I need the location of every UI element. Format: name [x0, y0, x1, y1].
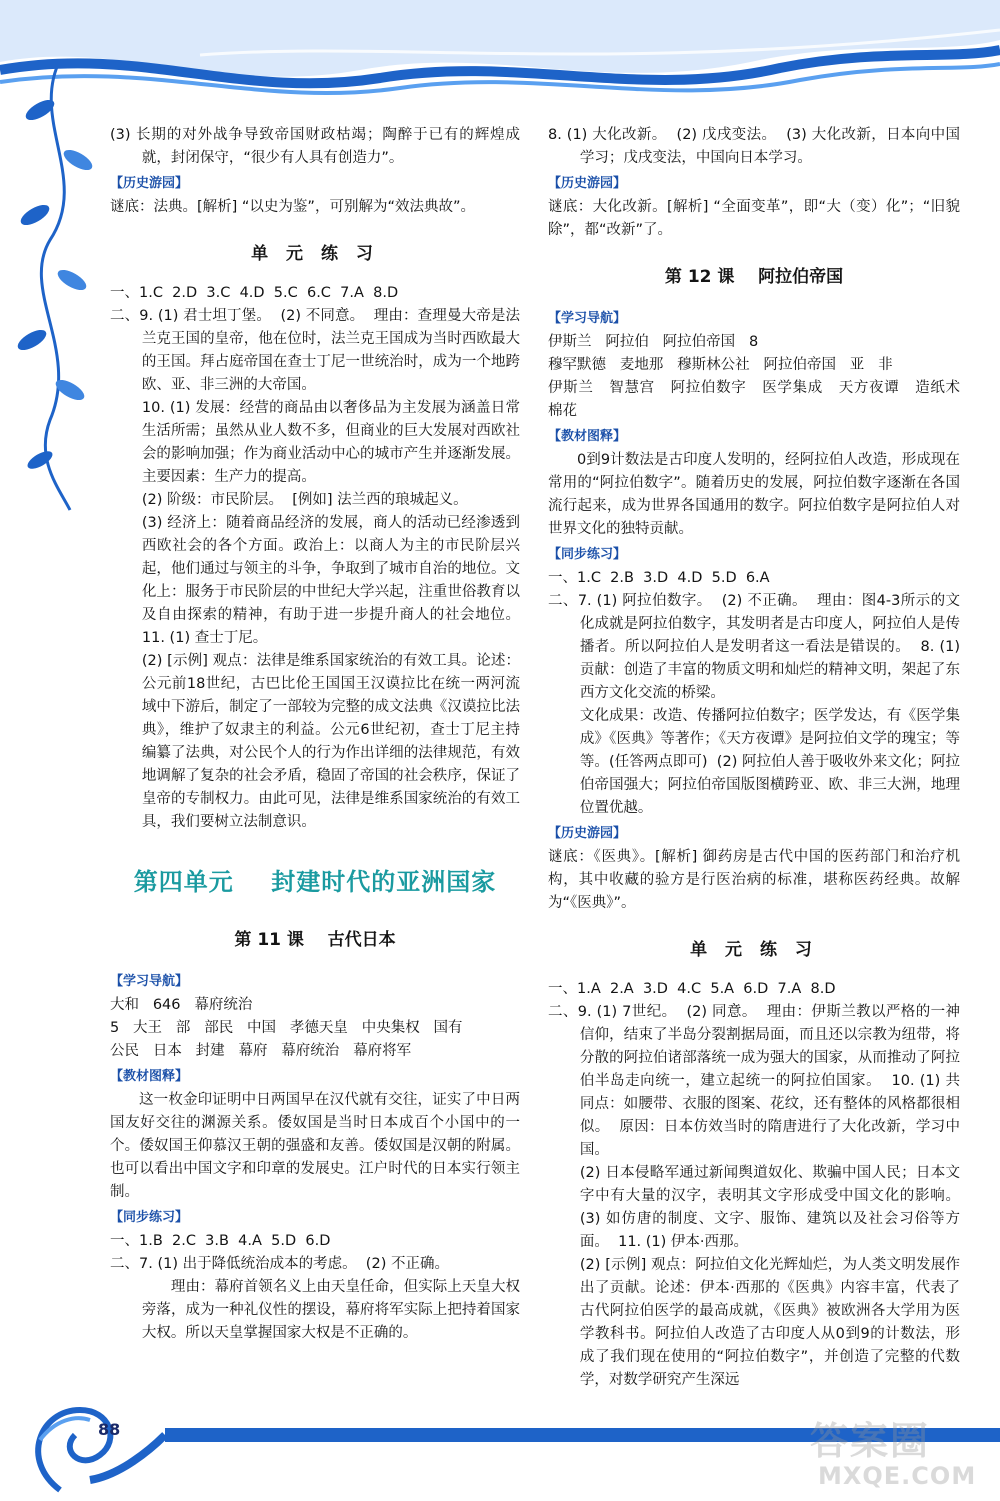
watermark-url: MXQE.COM	[818, 1462, 977, 1490]
guide-line: 伊斯兰 智慧宫 阿拉伯数字 医学集成 天方夜谭 造纸术 棉花	[548, 380, 974, 419]
answer-line: (2) 日本侵略军通过新闻舆道奴化、欺骗中国人民；日本文字中有大量的汉字，表明其文字形成受中国文化的影响。 (3) 如仿唐的制度、文字、服饰、建筑以及社会习俗等方面。 11. (1) 伊本·西那。	[579, 1165, 970, 1250]
riddle-text: 谜底：大化改新。[解析] “全面变革”，即“大（变）化”；“旧貌除”，都“改新”了。	[548, 199, 960, 238]
study-guide-tag: 【 学习导航 】	[548, 309, 626, 329]
answer-line: 一、1.A 2.A 3.D 4.C 5.A 6.D 7.A 8.D	[548, 981, 836, 997]
unit-practice-title: 单 元 练 习	[251, 244, 379, 264]
guide-line: 公民 日本 封建 幕府 幕府统治 幕府将军	[110, 1043, 412, 1059]
history-garden-tag: 【 历史游园 】	[548, 824, 626, 844]
answer-line: (2) [示例] 观点：法律是维系国家统治的有效工具。论述：公元前18世纪，古巴比伦王国国王汉谟拉比在统一两河流域中下游后，制定了一部较为完整的成文法典《汉谟拉比法典》，维护了奴隶主的利益。公元6世纪初，查士丁尼主持编纂了法典，对公民个人的行为作出详细的法律规范，有效地调解了复杂的社会矛盾，稳固了帝国的社会秩序，保证了皇帝的专制权力。由此可见，法律是维系国家统治的有效工具，我们要树立法制意识。	[141, 653, 520, 830]
guide-line: 穆罕默德 麦地那 穆斯林公社 阿拉伯帝国 亚 非	[548, 357, 893, 373]
sync-practice-tag: 【 同步练习 】	[110, 1208, 188, 1228]
answer-line: (2) 阶级：市民阶层。 [例如] 法兰西的琅城起义。	[141, 492, 468, 508]
answer-line: 二、9. (1) 君士坦丁堡。 (2) 不同意。 理由：查理曼大帝是法兰克王国的皇帝，他在位时，法兰克王国成为当时西欧最大的王国。拜占庭帝国在查士丁尼一世统治时，成为一个地跨欧、亚、非三洲的大帝国。	[110, 308, 520, 393]
figure-explanation-text: 0到9计数法是古印度人发明的，经阿拉伯人改造，形成现在常用的“阿拉伯数字”。随着历史的发展，阿拉伯数字逐渐在各国流行起来，成为世界各国通用的数字。阿拉伯数字是阿拉伯人对世界文化的独特贡献。	[548, 452, 960, 537]
answer-line: (3) 经济上：随着商品经济的发展，商人的活动已经渗透到西欧社会的各个方面。政治上：以商人为主的市民阶层兴起，他们通过与领主的斗争，争取到了城市自治的地位。文化上：服务于市民阶层的中世纪大学兴起，注重世俗教育以及自由探索的精神，有助于进一步提升商人的社会地位。 11. (1) 查士丁尼。	[141, 515, 530, 646]
answer-line: 一、1.C 2.B 3.D 4.D 5.D 6.A	[548, 570, 770, 586]
answer-line: 一、1.B 2.C 3.B 4.A 5.D 6.D	[110, 1233, 331, 1249]
figure-explanation-tag: 【 教材图释 】	[548, 427, 626, 447]
answer-line: 文化成果：改造、传播阿拉伯数字；医学发达，有《医学集成》《医典》等著作；《天方夜谭》是阿拉伯文学的瑰宝；等等。(任答两点即可) (2) 阿拉伯人善于吸收外来文化；阿拉伯帝国强大；阿拉伯帝国版图横跨亚、欧、非三大洲，地理位置优越。	[579, 708, 960, 816]
answer-line: 10. (1) 发展：经营的商品由以奢侈品为主发展为涵盖日常生活所需；虽然从业人数不多，但商业的巨大发展对西欧社会的影响加强；作为商业活动中心的城市产生并逐渐发展。 主要因素：生产力的提高。	[141, 400, 530, 485]
watermark-logo: 答案圈	[810, 1419, 931, 1463]
lesson-title: 第 12 课 阿拉伯帝国	[664, 267, 844, 287]
left-column	[110, 124, 530, 1345]
guide-line: 伊斯兰 阿拉伯 阿拉伯帝国 8	[548, 334, 759, 350]
guide-line: 大和 646 幕府统治	[110, 997, 253, 1013]
answer-text: (3) 长期的对外战争导致帝国财政枯竭；陶醉于已有的辉煌成就，封闭保守，“很少有人具有创造力”。	[110, 127, 520, 166]
answer-line: 一、1.C 2.D 3.C 4.D 5.C 6.C 7.A 8.D	[110, 285, 399, 301]
answer-text: 8. (1) 大化改新。 (2) 戊戌变法。 (3) 大化改新，日本向中国学习；戊戌变法，中国向日本学习。	[548, 127, 960, 166]
history-garden-tag: 【 历史游园 】	[110, 174, 188, 194]
page-number: 88	[98, 1420, 121, 1439]
right-column	[548, 124, 974, 1392]
unit-practice-title: 单 元 练 习	[690, 940, 818, 960]
answer-line: 二、9. (1) 7世纪。 (2) 同意。 理由：伊斯兰教以严格的一神信仰，结束了半岛分裂割据局面，而且还以宗教为纽带，将分散的阿拉伯诸部落统一成为强大的国家，从而推动了阿拉伯半岛走向统一，建立起统一的阿拉伯国家。 10. (1) 共同点：如腰带、衣服的图案、花纹，还有整体的风格都很相似。 原因：日本仿效当时的隋唐进行了大化改新，学习中国。	[548, 1004, 960, 1158]
answer-line: 二、7. (1) 阿拉伯数字。 (2) 不正确。 理由：图4-3所示的文化成就是阿拉伯数字，其发明者是古印度人，阿拉伯人是传播者。所以阿拉伯人是发明者这一看法是错误的。 8. (1) 贡献：创造了丰富的物质文明和灿烂的精神文明，架起了东西方文化交流的桥梁。	[548, 593, 965, 701]
history-garden-tag: 【 历史游园 】	[548, 174, 626, 194]
answer-line: 理由：幕府首领名义上由天皇任命，但实际上天皇大权旁落，成为一种礼仪性的摆设，幕府将军实际上把持着国家大权。所以天皇掌握国家大权是不正确的。	[141, 1279, 520, 1341]
figure-explanation-tag: 【 教材图释 】	[110, 1067, 188, 1087]
riddle-text: 谜底：法典。[解析] “以史为鉴”，可别解为“效法典故”。	[110, 199, 475, 215]
answer-line: 二、7. (1) 出于降低统治成本的考虑。 (2) 不正确。	[110, 1256, 449, 1272]
riddle-text: 谜底：《医典》。[解析] 御药房是古代中国的医药部门和治疗机构，其中收藏的验方是行医治病的标准，堪称医药经典。故解为“《医典》”。	[548, 849, 960, 911]
sync-practice-tag: 【 同步练习 】	[548, 545, 626, 565]
top-wave-banner	[0, 0, 1000, 110]
guide-line: 5 大王 部 部民 中国 孝德天皇 中央集权 国有	[110, 1020, 463, 1036]
figure-explanation-text: 这一枚金印证明中日两国早在汉代就有交往，证实了中日两国友好交往的渊源关系。倭奴国是当时日本成百个小国中的一个。倭奴国王仰慕汉王朝的强盛和友善。倭奴国是汉朝的附属。也可以看出中国文字和印章的发展史。江户时代的日本实行领主制。	[110, 1092, 520, 1200]
lesson-title: 第 11 课 古代日本	[234, 930, 396, 950]
answer-line: (2) [示例] 观点：阿拉伯文化光辉灿烂，为人类文明发展作出了贡献。论述：伊本·西那的《医典》内容丰富，代表了古代阿拉伯医学的最高成就，《医典》被欧洲各大学用为医学教科书。阿拉伯人改造了古印度人从0到9的计数法，形成了我们现在使用的“阿拉伯数字”，并创造了完整的代数学，对数学研究产生深远	[579, 1257, 960, 1388]
chapter-title: 第四单元 封建时代的亚洲国家	[133, 868, 497, 896]
study-guide-tag: 【 学习导航 】	[110, 972, 188, 992]
left-vine-decoration	[0, 40, 120, 520]
